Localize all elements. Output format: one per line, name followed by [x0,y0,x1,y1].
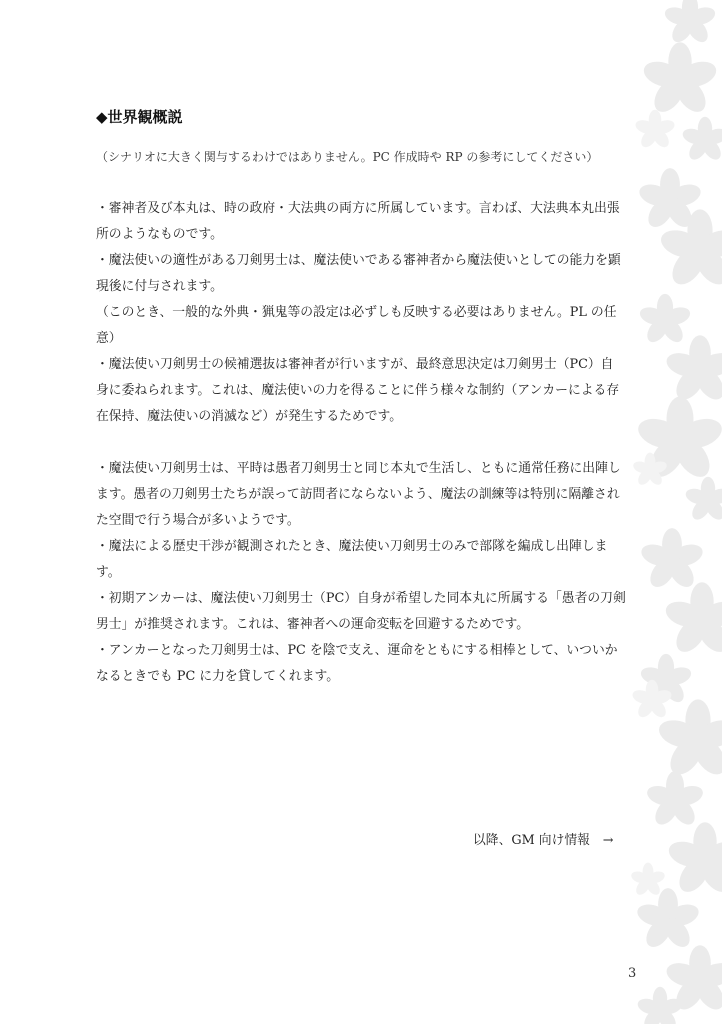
cherry-blossom-icon [663,0,718,46]
paragraph: ・魔法使いの適性がある刀剣男士は、魔法使いである審神者から魔法使いとしての能力を顕現後に付与されます。 [96,253,621,294]
paragraph: ・魔法使い刀剣男士の候補選抜は審神者が行いますが、最終意思決定は刀剣男士（PC）自身に委ねられます。これは、魔法使いの力を得ることに伴う様々な制約（アンカーによる存在保持、魔法使いの消滅など）が発生するためです。 [96,357,620,424]
paragraph: ・審神者及び本丸は、時の政府・大法典の両方に所属しています。言わば、大法典本丸出張所のようなものです。 [96,201,620,242]
paragraph: （このとき、一般的な外典・猟鬼等の設定は必ずしも反映する必要はありません。PL の任意） [96,305,617,346]
paragraph-gap [96,430,626,456]
paragraph: ・魔法使い刀剣男士は、平時は愚者刀剣男士と同じ本丸で生活し、ともに通常任務に出陣します。愚者の刀剣男士たちが誤って訪問者にならないよう、魔法の訓練等は特別に隔離された空間で行う場合が多いようです。 [96,461,621,528]
paragraph: ・初期アンカーは、魔法使い刀剣男士（PC）自身が希望した同本丸に所属する「愚者の刀剣男士」が推奨されます。これは、審神者への運命変転を回避するためです。 [96,591,626,632]
section-heading: ◆世界観概説 [96,108,183,126]
page-number: 3 [628,966,637,981]
paragraph: ・アンカーとなった刀剣男士は、PC を陰で支え、運命をともにする相棒として、いついかなるときでも PC に力を貸してくれます。 [96,643,618,684]
paragraph: ・魔法による歴史干渉が観測されたとき、魔法使い刀剣男士のみで部隊を編成し出陣します。 [96,539,608,580]
body-text [96,196,626,690]
next-section-indicator: 以降、GM 向け情報 → [473,833,614,848]
section-note: （シナリオに大きく関与するわけではありません。PC 作成時や RP の参考にしてください） [96,150,599,164]
